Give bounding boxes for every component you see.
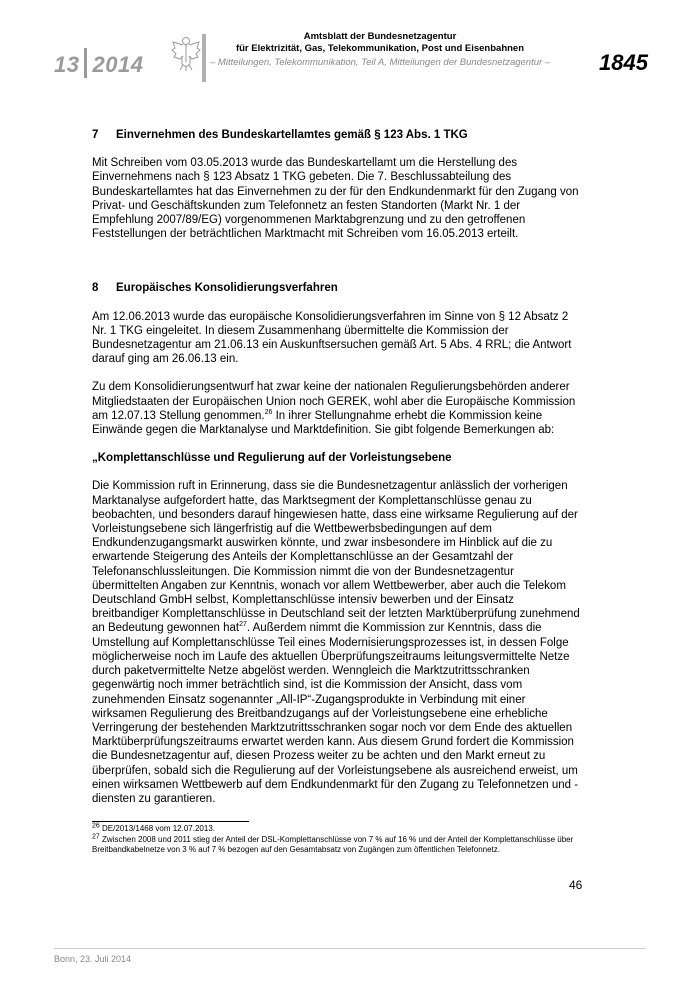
quote-paragraph-a: Die Kommission ruft in Erinnerung, dass sie die Bundesnetzagentur anlässlich der vorherigen Marktanalyse aufgefordert hatte, das Marktsegment der Komplettanschlüsse genau zu beobachten, und besonders darauf hingewiesen hatte, dass eine wirksame Regulierung auf der Vorleistungsebene sich längerfristig auf die Wettbewerbsbedingungen auf dem Endkundenzugangsmarkt auswirken könnte, und zwar insbesondere im Hinblick auf die zu erwartende Steigerung des Anteils der Komplettanschlüsse an der Gesamtzahl der Telefonanschlussleitungen. Die Kommission nimmt die von der Bundesnetzagentur übermittelten Angaben zur Kenntnis, wonach vor allem Wettbewerber, aber auch die Telekom Deutschland GmbH selbst, Komplettanschlüsse intensiv bewerben und der Einsatz breitbandiger Komplettanschlüsse in Deutschland seit der letzten Marktüberprüfung zunehmend an Bedeutung gewonnen hat	[92, 480, 580, 635]
gazette-title-line1: Amtsblatt der Bundesnetzagentur	[303, 31, 457, 42]
section-8-paragraph-2b: In ihrer Stellungnahme erhebt die Kommission keine Einwände gegen die Marktanalyse und Marktdefinition. Sie gibt folgende Bemerkungen ab:	[92, 409, 555, 437]
section-8-heading	[92, 281, 580, 295]
footnotes	[92, 824, 580, 856]
quote-paragraph-b: . Außerdem nimmt die Kommission zur Kenntnis, dass die Umstellung auf Komplettanschlüsse Teil eines Modernisierungsprozesses ist, in dessen Folge möglicherweise noch im Laufe des aktuellen Überprüfungszeitraums leitungsvermittelte Netze durch paketvermittelte Netze abgelöst werden. Wenngleich die Marktzutrittsschranken gegenwärtig noch immer beträchtlich sind, ist die Kommission der Ansicht, dass vom zunehmenden Einsatz sogenannter „All-IP“-Zugangsprodukte in Verbindung mit einer wirksamen Regulierung des Breitbandzugangs auf der Vorleistungsebene eine erhebliche Verringerung der bestehenden Marktzutrittsschranken sogar noch vor dem Ende des aktuellen Marktüberprüfungszeitraums erwartet werden kann. Aus diesem Grund fordert die Kommission die Bundesnetzagentur auf, diesen Prozess weiter zu be achten und den Markt erneut zu überprüfen, sobald sich die Regulierung auf der Vorleistungsebene als ausreichend erweist, um einen wirksamen Wettbewerb auf dem Endkundenmarkt für den Zugang zu Telefonnetzen und -diensten zu garantieren.	[92, 622, 579, 805]
page-number: 1845	[599, 50, 648, 75]
footnote-26	[92, 824, 580, 835]
folio-number: 46	[569, 878, 583, 892]
issue-separator	[84, 48, 87, 78]
footer-divider	[54, 948, 646, 949]
section-7-title: Einvernehmen des Bundeskartellamtes gemäß § 123 Abs. 1 TKG	[116, 129, 468, 141]
gazette-title-line2: für Elektrizität, Gas, Telekommunikation, Post und Eisenbahnen	[235, 43, 525, 54]
footnote-27-number: 27	[92, 832, 100, 840]
issue-number: 13	[54, 52, 80, 77]
page-body	[92, 128, 580, 806]
footnote-27	[92, 832, 580, 856]
issue-year: 2014	[92, 52, 144, 77]
section-7-number: 7	[92, 129, 99, 141]
section-8-paragraph-2	[92, 380, 580, 437]
quote-paragraph	[92, 479, 580, 806]
footnote-separator	[92, 821, 249, 822]
section-7-paragraph: Mit Schreiben vom 03.05.2013 wurde das Bundeskartellamt um die Herstellung des Einvernehmens nach § 123 Absatz 1 TKG gebeten. Die 7. Beschlussabteilung des Bundeskartellamtes hat das Einvernehmen zu der für den Endkundenmarkt für den Zugang von Privat- und Geschäftskunden zum Telefonnetz an festen Standorten (Markt Nr. 1 der Empfehlung 2007/89/EG) vorgenommenen Marktabgrenzung und zu den getroffenen Feststellungen der beträchtlichen Marktmacht mit Schreiben vom 16.05.2013 erteilt.	[92, 157, 579, 241]
footnote-ref-26[interactable]: 26	[264, 409, 273, 417]
header-divider	[202, 34, 206, 82]
footnote-26-text: DE/2013/1468 vom 12.07.2013.	[99, 824, 215, 833]
gazette-title	[210, 31, 550, 55]
footnote-26-number: 26	[92, 822, 100, 830]
section-8-number: 8	[92, 282, 99, 295]
section-7-heading	[92, 128, 580, 142]
footer-date: Bonn, 23. Juli 2014	[54, 954, 132, 964]
section-8-paragraph-1: Am 12.06.2013 wurde das europäische Konsolidierungsverfahren im Sinne von § 12 Absatz 2 Nr. 1 TKG eingeleitet. In diesem Zusammenhang übermittelte die Kommission der Bundesnetzagentur am 21.06.13 ein Auskunftsersuchen gemäß Art. 5 Abs. 4 RRL; die Antwort darauf ging am 26.06.13 ein.	[92, 310, 572, 366]
federal-eagle-icon	[170, 32, 202, 72]
issue-label	[54, 48, 143, 78]
footnote-ref-27[interactable]: 27	[239, 621, 247, 629]
quote-heading: „Komplettanschlüsse und Regulierung auf der Vorleistungsebene	[92, 452, 452, 465]
footnote-27-text: Zwischen 2008 und 2011 stieg der Anteil der DSL-Komplettanschlüsse von 7 % auf 16 % und der Anteil der Komplettanschlüsse über Breitbandkabelnetze von 3 % auf 7 % bezogen auf den Gesamtabsatz von Zugängen zum öffentlichen Telefonnetz.	[92, 834, 574, 854]
section-8-title: Europäisches Konsolidierungsverfahren	[116, 282, 338, 295]
gazette-subtitle: – Mitteilungen, Telekommunikation, Teil A, Mitteilungen der Bundesnetzagentur –	[210, 57, 551, 68]
section-8-paragraph-2a: Zu dem Konsolidierungsentwurf hat zwar keine der nationalen Regulierungsbehörden anderer Mitgliedstaaten der Europäischen Union noch GEREK, wohl aber die Europäische Kommission am 12.07.13 Stellung genommen.	[92, 381, 576, 422]
